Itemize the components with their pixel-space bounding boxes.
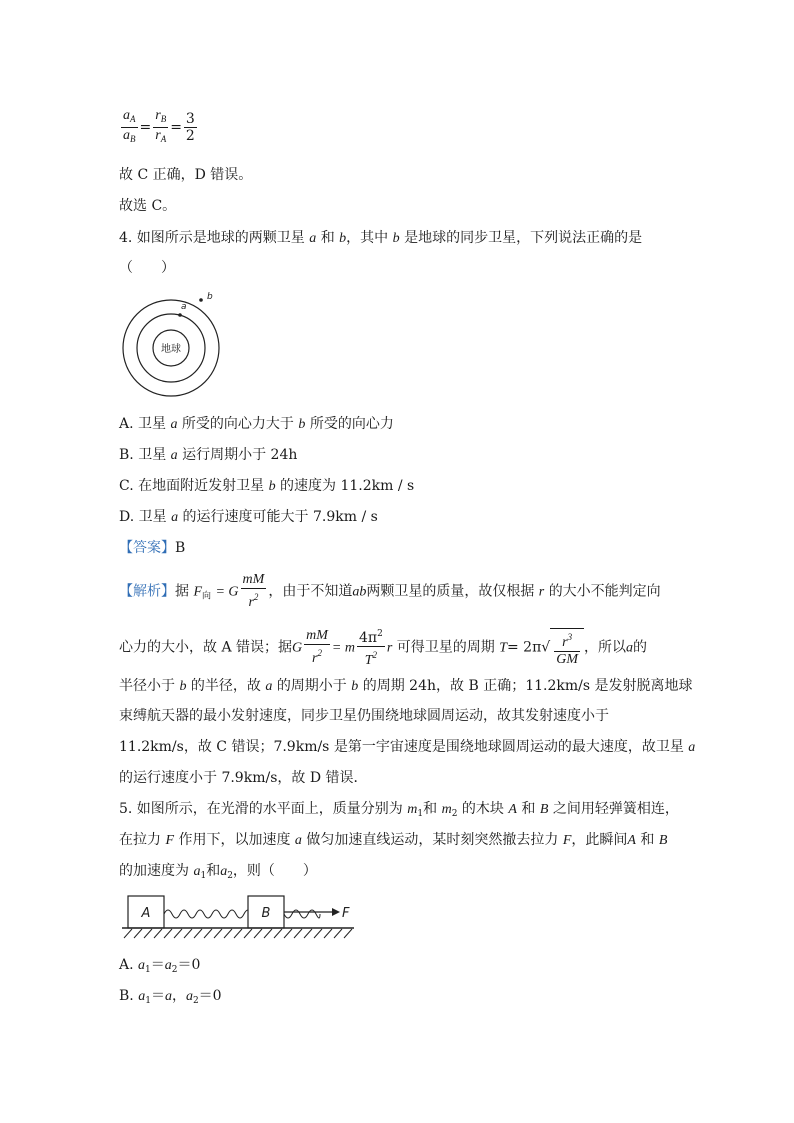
spring <box>164 910 320 918</box>
q4-analysis-line6: 的运行速度小于 7.9km/s，故 D 错误． <box>119 770 368 786</box>
spring-blocks-figure <box>118 892 360 942</box>
q4-stem: 4. 如图所示是地球的两颗卫星 a 和 b，其中 b 是地球的同步卫星，下列说法正确的是 <box>119 230 643 246</box>
q4-option-a: A. 卫星 a 所受的向心力大于 b 所受的向心力 <box>119 416 394 432</box>
q4-analysis-line2: 心力的大小，故 A 错误；据G $\frac{mM}{r^2}$ = m $\frac{4\pi^2}{T^2}$ r 可得卫星的周期 T= 2π√ $\frac{r^3}{GM}$ ，所以a的 <box>119 628 647 668</box>
force-arrowhead <box>332 908 340 916</box>
fraction-rB-rA: $\frac{r_B}{r_A}$ <box>155 108 167 144</box>
q5-stem-line3: 的加速度为 $a_1$和$a_2$，则（ ） <box>119 863 317 881</box>
q5-stem-line2: 在拉力 F 作用下，以加速度 a 做匀加速直线运动，某时刻突然撤去拉力 F，此瞬间A 和 B <box>119 832 668 848</box>
prev-choice: 故选 C。 <box>119 198 177 214</box>
q5-option-b: B. $a_1=a$，$a_2=0$ <box>119 988 222 1006</box>
q4-paren: （ ） <box>119 260 175 276</box>
earth-label: 地球 <box>161 344 181 355</box>
block-b-label: B <box>261 906 271 921</box>
q4-answer: 【答案】B <box>119 540 186 556</box>
q4-analysis-line5: 11.2km/s，故 C 错误；7.9km/s 是第一宇宙速度是围绕地球圆周运动的最大速度，故卫星 a <box>119 739 696 755</box>
answer-tag: 【答案】 <box>119 540 175 556</box>
fraction-aA-aB: $\frac{a_A}{a_B}$ <box>123 108 136 144</box>
satellite-b-dot <box>199 298 203 302</box>
prev-conclusion: 故 C 正确，D 错误。 <box>119 167 253 183</box>
q4-option-b: B. 卫星 a 运行周期小于 24h <box>119 447 298 463</box>
q4-analysis-line4: 束缚航天器的最小发射速度，同步卫星仍围绕地球圆周运动，故其发射速度小于 <box>119 708 609 724</box>
satellite-b-label: b <box>207 292 213 302</box>
q4-option-d: D. 卫星 a 的运行速度可能大于 7.9km / s <box>119 509 378 525</box>
ground-hatching <box>124 929 352 938</box>
fraction-3-2: $\frac{3}{2}$ <box>185 111 195 144</box>
q4-analysis-line1: 【解析】据 $F_向 = G$ $\frac{mM}{r^2}$ ，由于不知道ab两颗卫星的质量，故仅根据 r 的大小不能判定向 <box>119 572 661 610</box>
ratio-formula: $\frac{a_A}{a_B}$ = $\frac{r_B}{r_A}$ = $\frac{3}{2}$ <box>119 108 199 147</box>
satellite-a-dot <box>178 313 182 317</box>
q5-stem-line1: 5. 如图所示，在光滑的水平面上，质量分别为 $m_1$和 $m_2$ 的木块 A 和 B 之间用轻弹簧相连， <box>119 801 679 819</box>
q4-analysis-line3: 半径小于 b 的半径，故 a 的周期小于 b 的周期 24h，故 B 正确；11.2km/s 是发射脱离地球 <box>119 678 693 694</box>
q5-option-a: A. $a_1=a_2=0$ <box>119 957 201 975</box>
force-label: F <box>342 906 350 921</box>
orbit-figure <box>118 290 228 406</box>
satellite-a-label: a <box>181 302 187 312</box>
block-a-label: A <box>141 906 151 921</box>
analysis-tag: 【解析】 <box>119 583 175 600</box>
q4-option-c: C. 在地面附近发射卫星 b 的速度为 11.2km / s <box>119 478 415 494</box>
